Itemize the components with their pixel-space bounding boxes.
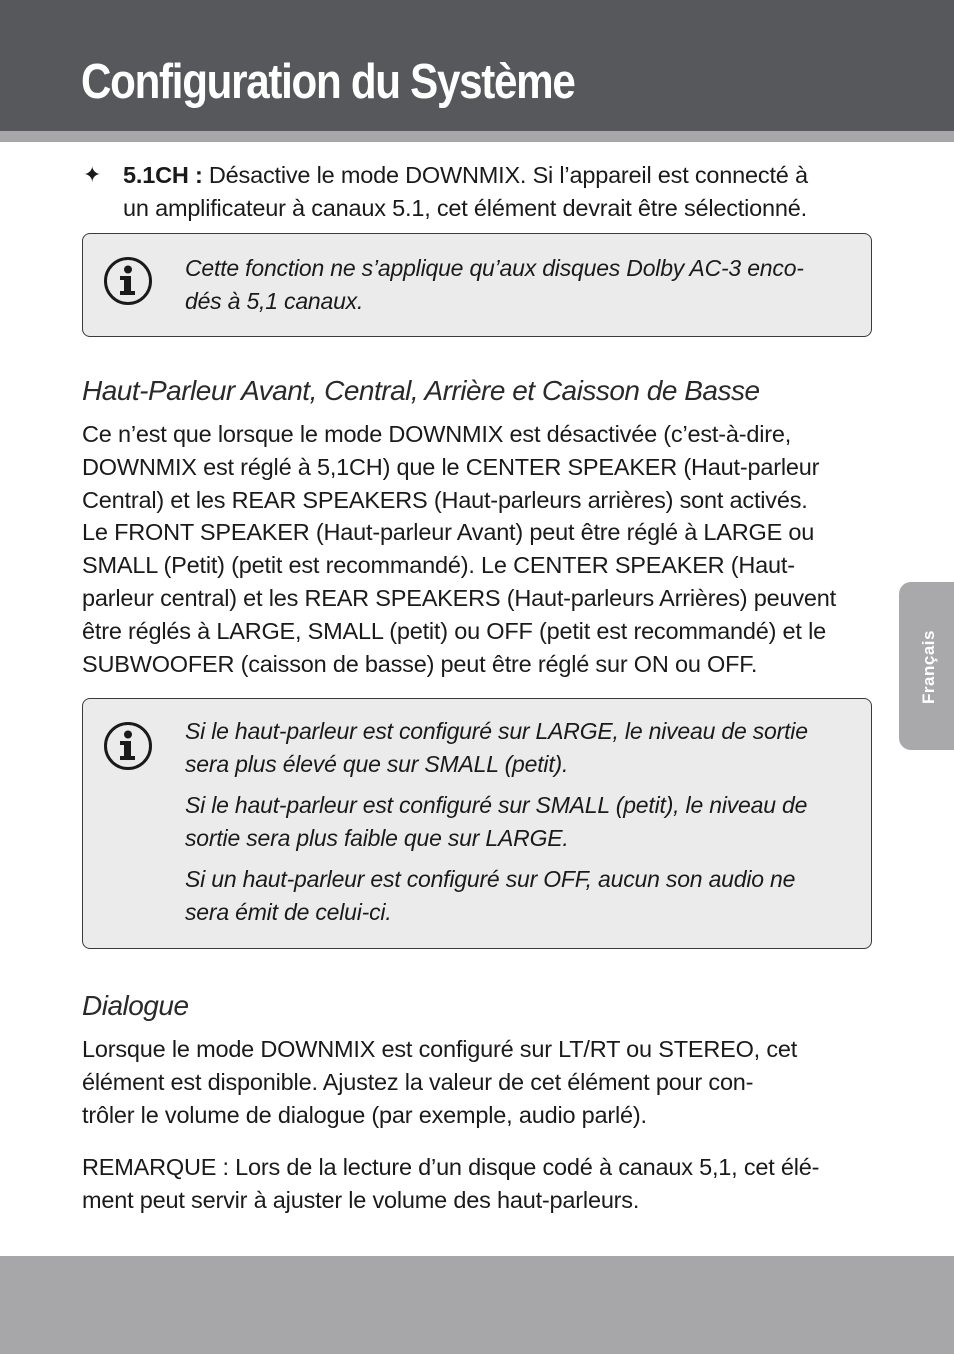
body-paragraph [82, 418, 872, 680]
text-line: Lorsque le mode DOWNMIX est configuré sur LT/RT ou STEREO, cet [82, 1036, 798, 1063]
text-line: REMARQUE : Lors de la lecture d’un disque codé à canaux 5,1, cet élé- [82, 1153, 820, 1180]
note-line: sera plus élevé que sur SMALL (petit). [185, 750, 569, 777]
section-heading: Haut-Parleur Avant, Central, Arrière et Caisson de Basse [82, 375, 760, 406]
page-content [82, 159, 872, 1216]
page-title: Configuration du Système [81, 55, 575, 109]
section-heading: Dialogue [82, 990, 189, 1022]
note-line: sortie sera plus faible que sur LARGE. [185, 824, 569, 851]
text-line: SUBWOOFER (caisson de basse) peut être réglé sur ON ou OFF. [82, 650, 758, 677]
note-paragraph [185, 715, 853, 780]
text-line: trôler le volume de dialogue (par exemple, audio parlé). [82, 1101, 647, 1128]
note-line: Si un haut-parleur est configuré sur OFF, aucun son audio ne [185, 866, 796, 893]
body-paragraph [82, 1033, 872, 1131]
note-line: sera émit de celui-ci. [185, 898, 392, 925]
note-line: dés à 5,1 canaux. [185, 287, 364, 314]
note-box [82, 698, 872, 949]
bullet-lead: 5.1CH : [123, 162, 203, 188]
note-line: Si le haut-parleur est configuré sur SMALL (petit), le niveau de [185, 792, 808, 819]
page-footer [0, 1256, 954, 1354]
bullet-line: un amplificateur à canaux 5.1, cet élément devrait être sélectionné. [123, 194, 807, 221]
text-line: Central) et les REAR SPEAKERS (Haut-parleurs arrières) sont activés. [82, 486, 808, 513]
bullet-text: Désactive le mode DOWNMIX. Si l’appareil est connecté à [202, 162, 808, 188]
note-paragraph [185, 789, 853, 854]
text-line: ment peut servir à ajuster le volume des haut-parleurs. [82, 1186, 640, 1213]
note-box [82, 233, 872, 337]
four-point-star-icon: ✦ [83, 162, 102, 187]
bullet-line [123, 159, 872, 192]
remark-paragraph [82, 1151, 872, 1217]
text-line: élément est disponible. Ajustez la valeur de cet élément pour con- [82, 1069, 754, 1096]
note-paragraph [185, 863, 853, 928]
info-icon [103, 256, 153, 306]
text-line: SMALL (Petit) (petit est recommandé). Le CENTER SPEAKER (Haut- [82, 552, 795, 579]
info-icon [103, 721, 153, 771]
text-line: Ce n’est que lorsque le mode DOWNMIX est désactivée (c’est-à-dire, [82, 421, 792, 447]
note-line: Cette fonction ne s’applique qu’aux disques Dolby AC-3 enco- [185, 255, 804, 281]
language-tab [899, 582, 954, 750]
text-line: être réglés à LARGE, SMALL (petit) ou OFF (petit est recommandé) et le [82, 617, 826, 644]
note-text [185, 252, 853, 317]
text-line: Le FRONT SPEAKER (Haut-parleur Avant) peut être réglé à LARGE ou [82, 519, 815, 546]
bullet-item [82, 159, 872, 224]
text-line: DOWNMIX est réglé à 5,1CH) que le CENTER SPEAKER (Haut-parleur [82, 453, 820, 480]
note-text [185, 715, 853, 928]
text-line: parleur central) et les REAR SPEAKERS (Haut-parleurs Arrières) peuvent [82, 584, 836, 611]
header-rule [0, 131, 954, 142]
language-tab-label: Français [919, 630, 938, 704]
note-line: Si le haut-parleur est configuré sur LARGE, le niveau de sortie [185, 718, 808, 745]
